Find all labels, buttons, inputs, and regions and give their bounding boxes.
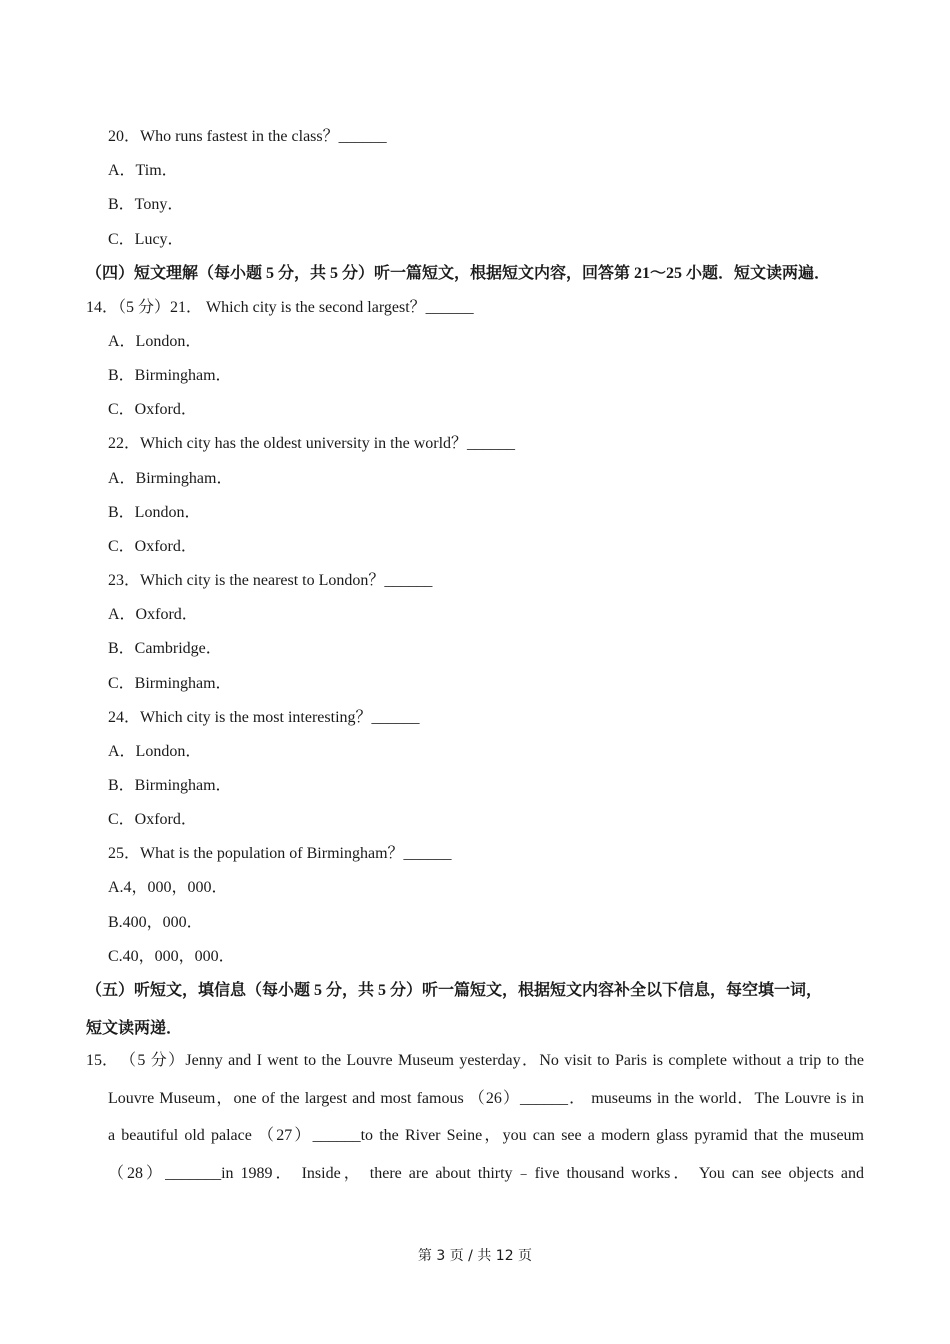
question-25-stem: 25．What is the population of Birmingham？______ bbox=[108, 845, 452, 862]
question-25-option-c: C.40，000，000． bbox=[108, 948, 235, 965]
question-14-stem: 14．（5 分）21． Which city is the second largest？______ bbox=[86, 299, 474, 316]
question-20-option-b: B．Tony． bbox=[108, 196, 184, 213]
question-20-option-c: C．Lucy． bbox=[108, 231, 184, 248]
question-25-option-b: B.400，000． bbox=[108, 914, 203, 931]
question-15-number: 15． bbox=[86, 1052, 119, 1069]
page-footer: 第 3 页 / 共 12 页 bbox=[417, 1248, 533, 1264]
question-23-option-a: A．Oxford． bbox=[108, 606, 198, 623]
question-24-option-c: C．Oxford． bbox=[108, 811, 197, 828]
question-22-stem: 22．Which city has the oldest university in the world？______ bbox=[108, 435, 516, 452]
passage-line-4: （28）_______in 1989． Inside， there are about thirty﹣five thousand works． You can see objects and bbox=[108, 1165, 864, 1182]
question-23-option-b: B．Cambridge． bbox=[108, 640, 222, 657]
question-24-option-a: A．London． bbox=[108, 743, 202, 760]
question-20-option-a: A．Tim． bbox=[108, 162, 178, 179]
section-5-heading-line-1: （五）听短文，填信息（每小题 5 分，共 5 分）听一篇短文，根据短文内容补全以下信息，每空填一词， bbox=[86, 982, 823, 999]
question-23-option-c: C．Birmingham． bbox=[108, 675, 232, 692]
question-20-stem: 20．Who runs fastest in the class？______ bbox=[108, 128, 387, 145]
section-5-heading-line-2: 短文读两递． bbox=[86, 1020, 183, 1037]
question-21-option-b: B．Birmingham． bbox=[108, 367, 232, 384]
question-22-option-c: C．Oxford． bbox=[108, 538, 197, 555]
question-24-stem: 24．Which city is the most interesting？______ bbox=[108, 709, 420, 726]
question-22-option-a: A．Birmingham． bbox=[108, 470, 233, 487]
question-24-option-b: B．Birmingham． bbox=[108, 777, 232, 794]
passage-line-3: a beautiful old palace （27）______to the River Seine，you can see a modern glass pyramid that the museum bbox=[108, 1127, 864, 1144]
question-22-option-b: B．London． bbox=[108, 504, 201, 521]
passage-line-2: Louvre Museum，one of the largest and most famous （26）______． museums in the world．The Louvre is in bbox=[108, 1090, 864, 1107]
question-23-stem: 23．Which city is the nearest to London？______ bbox=[108, 572, 433, 589]
section-4-heading: （四）短文理解（每小题 5 分，共 5 分）听一篇短文，根据短文内容，回答第 21～25 小题．短文读两遍． bbox=[86, 265, 831, 282]
passage-line-1: （5 分）Jenny and I went to the Louvre Museum yesterday．No visit to Paris is complete without a trip to the bbox=[120, 1052, 864, 1069]
question-21-option-a: A．London． bbox=[108, 333, 202, 350]
question-21-option-c: C．Oxford． bbox=[108, 401, 197, 418]
question-25-option-a: A.4，000，000． bbox=[108, 879, 228, 896]
